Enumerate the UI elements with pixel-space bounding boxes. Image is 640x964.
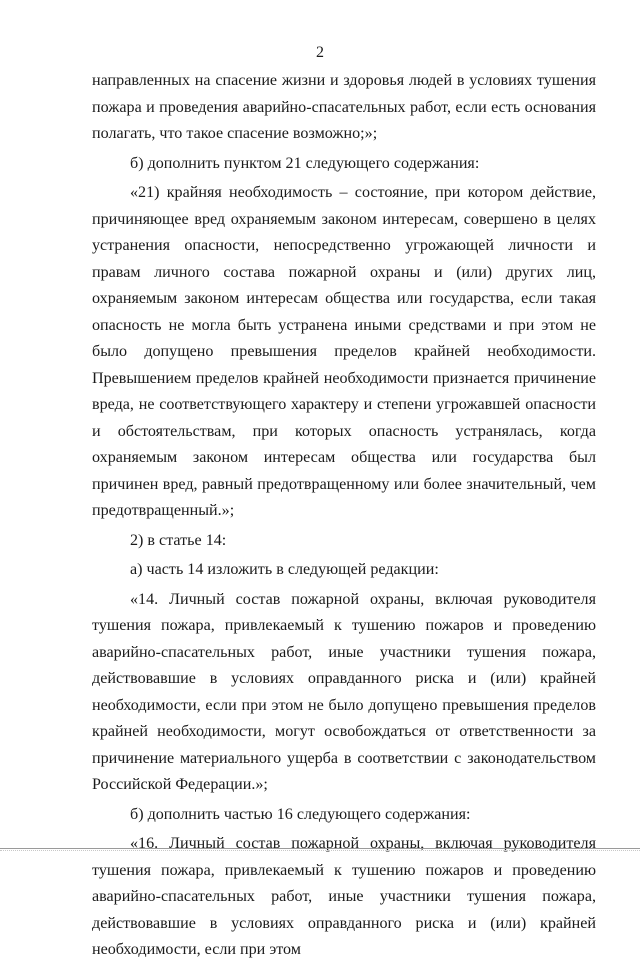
paragraph-article-14: 2) в статье 14: [130, 531, 227, 549]
paragraph-continuation: направленных на спасение жизни и здоровья людей в условиях тушения пожара и проведения аварийно-спасательных работ, если есть основания полагать, что такое спасение возможно;»; [92, 72, 596, 142]
paragraph-item-a-14: а) часть 14 изложить в следующей редакции: [130, 561, 439, 578]
page-number: 2 [316, 44, 324, 61]
scan-edge-line [0, 848, 640, 849]
paragraph-definition-21: «21) крайняя необходимость – состояние, при котором действие, причиняющее вред охраняемым законом интересам, совершено в целях устранения опасности, непосредственно угрожающей личности и правам личного состава пожарной охраны и (или) других лиц, охраняемым законом интересам общества или государства, если такая опасность не могла быть устранена иными средствами и при этом не было допущено превышения пределов крайней необходимости. Превышением пределов крайней необходимости признается причинение вреда, не соответствующего характеру и степени угрожавшей опасности и обстоятельствам, при которых опасность устранялась, когда охраняемым законом интересам общества или государства был причинен вред, равный предотвращенному или более значительный, чем предотвращенный.»; [92, 184, 596, 519]
paragraph-part-16: «16. Личный состав пожарной охраны, включая руководителя тушения пожара, привлекаемый к тушению пожаров и проведению аварийно-спасательных работ, иные участники тушения пожара, действовавшие в условиях оправданного риска и (или) крайней необходимости, если при этом [92, 835, 596, 958]
document-body [92, 68, 596, 964]
paragraph-part-14: «14. Личный состав пожарной охраны, включая руководителя тушения пожара, привлекаемый к тушению пожаров и проведению аварийно-спасательных работ, иные участники тушения пожара, действовавшие в условиях оправданного риска и (или) крайней необходимости, если при этом не было допущено превышения пределов крайней необходимости, могут освобождаться от ответственности за причинение материального ущерба в соответствии с законодательством Российской Федерации.»; [92, 590, 596, 793]
scan-edge-shadow [0, 850, 640, 851]
paragraph-item-b-21: б) дополнить пунктом 21 следующего содержания: [130, 154, 480, 172]
paragraph-item-b-16: б) дополнить частью 16 следующего содержания: [130, 805, 471, 823]
